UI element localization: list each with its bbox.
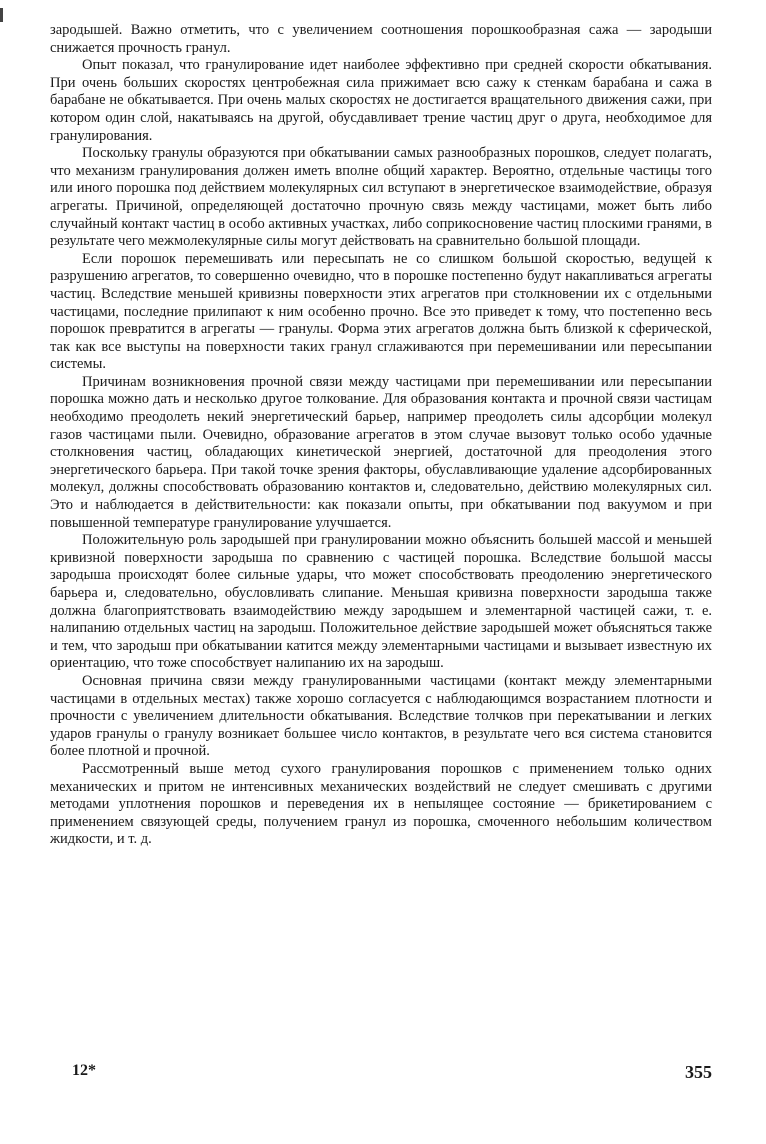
paragraph-2: Опыт показал, что гранулирование идет наиболее эффективно при средней скорости обкатывания. При очень больших скоростях центробежная сила прижимает всю сажу к стенкам барабана и сажа в барабане не обкатывается. При очень малых скоростях не достигается вращательного движения сажи, при котором один слой, накатываясь на другой, обусдавливает трение частиц друг о друга, необходимое для гранулирования.: [50, 57, 712, 144]
paragraph-3: Поскольку гранулы образуются при обкатывании самых разнообразных порошков, следует полагать, что механизм гранулирования должен иметь вполне общий характер. Вероятно, отдельные частицы того или иного порошка под действием молекулярных сил вступают в энергетическое взаимодействие, образуя агрегаты. Причиной, определяющей достаточно прочную связь между частицами, может быть либо случайный контакт частиц в особо активных участках, либо соприкосновение частиц плоскими гранями, в результате чего межмолекулярные силы могут действовать на сравнительно большой площади.: [50, 145, 712, 250]
body-text: [50, 22, 712, 849]
scan-edge-mark: [0, 8, 3, 22]
paragraph-5: Причинам возникновения прочной связи между частицами при перемешивании или пересыпании порошка можно дать и несколько другое толкование. Для образования контакта и прочной связи частицам необходимо преодолеть некий энергетический барьер, например преодолеть силы адсорбции молекул газов частицами пыли. Очевидно, образование агрегатов в этом случае вызовут только особо удачные столкновения частиц, обладающих кинетической энергией, достаточной для преодоления этого энергетического барьера. При такой точке зрения факторы, обуславливающие удаление адсорбированных молекул, должны способствовать образованию контактов и, следовательно, действию молекулярных сил. Это и наблюдается в действительности: как показали опыты, при обкатывании под вакуумом и при повышенной температуре гранулирование улучшается.: [50, 373, 712, 531]
page-footer: [50, 1062, 712, 1084]
paragraph-1: зародышей. Важно отметить, что с увеличением соотношения порошкообразная сажа — зародыши снижается прочность гранул.: [50, 22, 712, 56]
paragraph-8: Рассмотренный выше метод сухого гранулирования порошков с применением только одних механических и притом не интенсивных механических воздействий не следует смешивать с другими методами уплотнения порошков и переведения их в непылящее состояние — брикетированием с применением связующей среды, получением гранул из порошка, смоченного небольшим количеством жидкости, и т. д.: [50, 760, 712, 848]
paragraph-6: Положительную роль зародышей при гранулировании можно объяснить большей массой и меньшей кривизной поверхности зародыша по сравнению с частицей порошка. Вследствие большой массы зародыша происходят более сильные удары, что может способствовать преодолению энергетического барьера и, следовательно, обусловливать слипание. Меньшая кривизна поверхности зародыша также должна благоприятствовать взаимодействию между зародышем и элементарной частицей сажи, т. е. налипанию отдельных частиц на зародыш. Положительное действие зародышей может объясняться также и тем, что зародыш при обкатывании катится между элементарными частицами и вызывает известную их ориентацию, что тоже способствует налипанию их на зародыш.: [50, 532, 712, 672]
page-number: 355: [685, 1062, 712, 1082]
signature-mark: 12*: [72, 1062, 96, 1079]
paragraph-4: Если порошок перемешивать или пересыпать не со слишком большой скоростью, ведущей к разрушению агрегатов, то совершенно очевидно, что в порошке постепенно будут накапливаться агрегаты частиц. Вследствие меньшей кривизны поверхности этих агрегатов при столкновении их с отдельными частицами, последние прилипают к ним особенно прочно. Все это приведет к тому, что постепенно весь порошок превратится в агрегаты — гранулы. Форма этих агрегатов должна быть близкой к сферической, так как все выступы на поверхности таких гранул сглаживаются при перемешивании или пересыпании системы.: [50, 250, 712, 373]
paragraph-7: Основная причина связи между гранулированными частицами (контакт между элементарными частицами в отдельных местах) также хорошо согласуется с наблюдающимся возрастанием плотности и прочности с увеличением длительности обкатывания. Вследствие толчков при перекатывании и легких ударов гранулы о гранулу возникает большее число контактов, в результате чего вся система становится более плотной и прочной.: [50, 672, 712, 760]
